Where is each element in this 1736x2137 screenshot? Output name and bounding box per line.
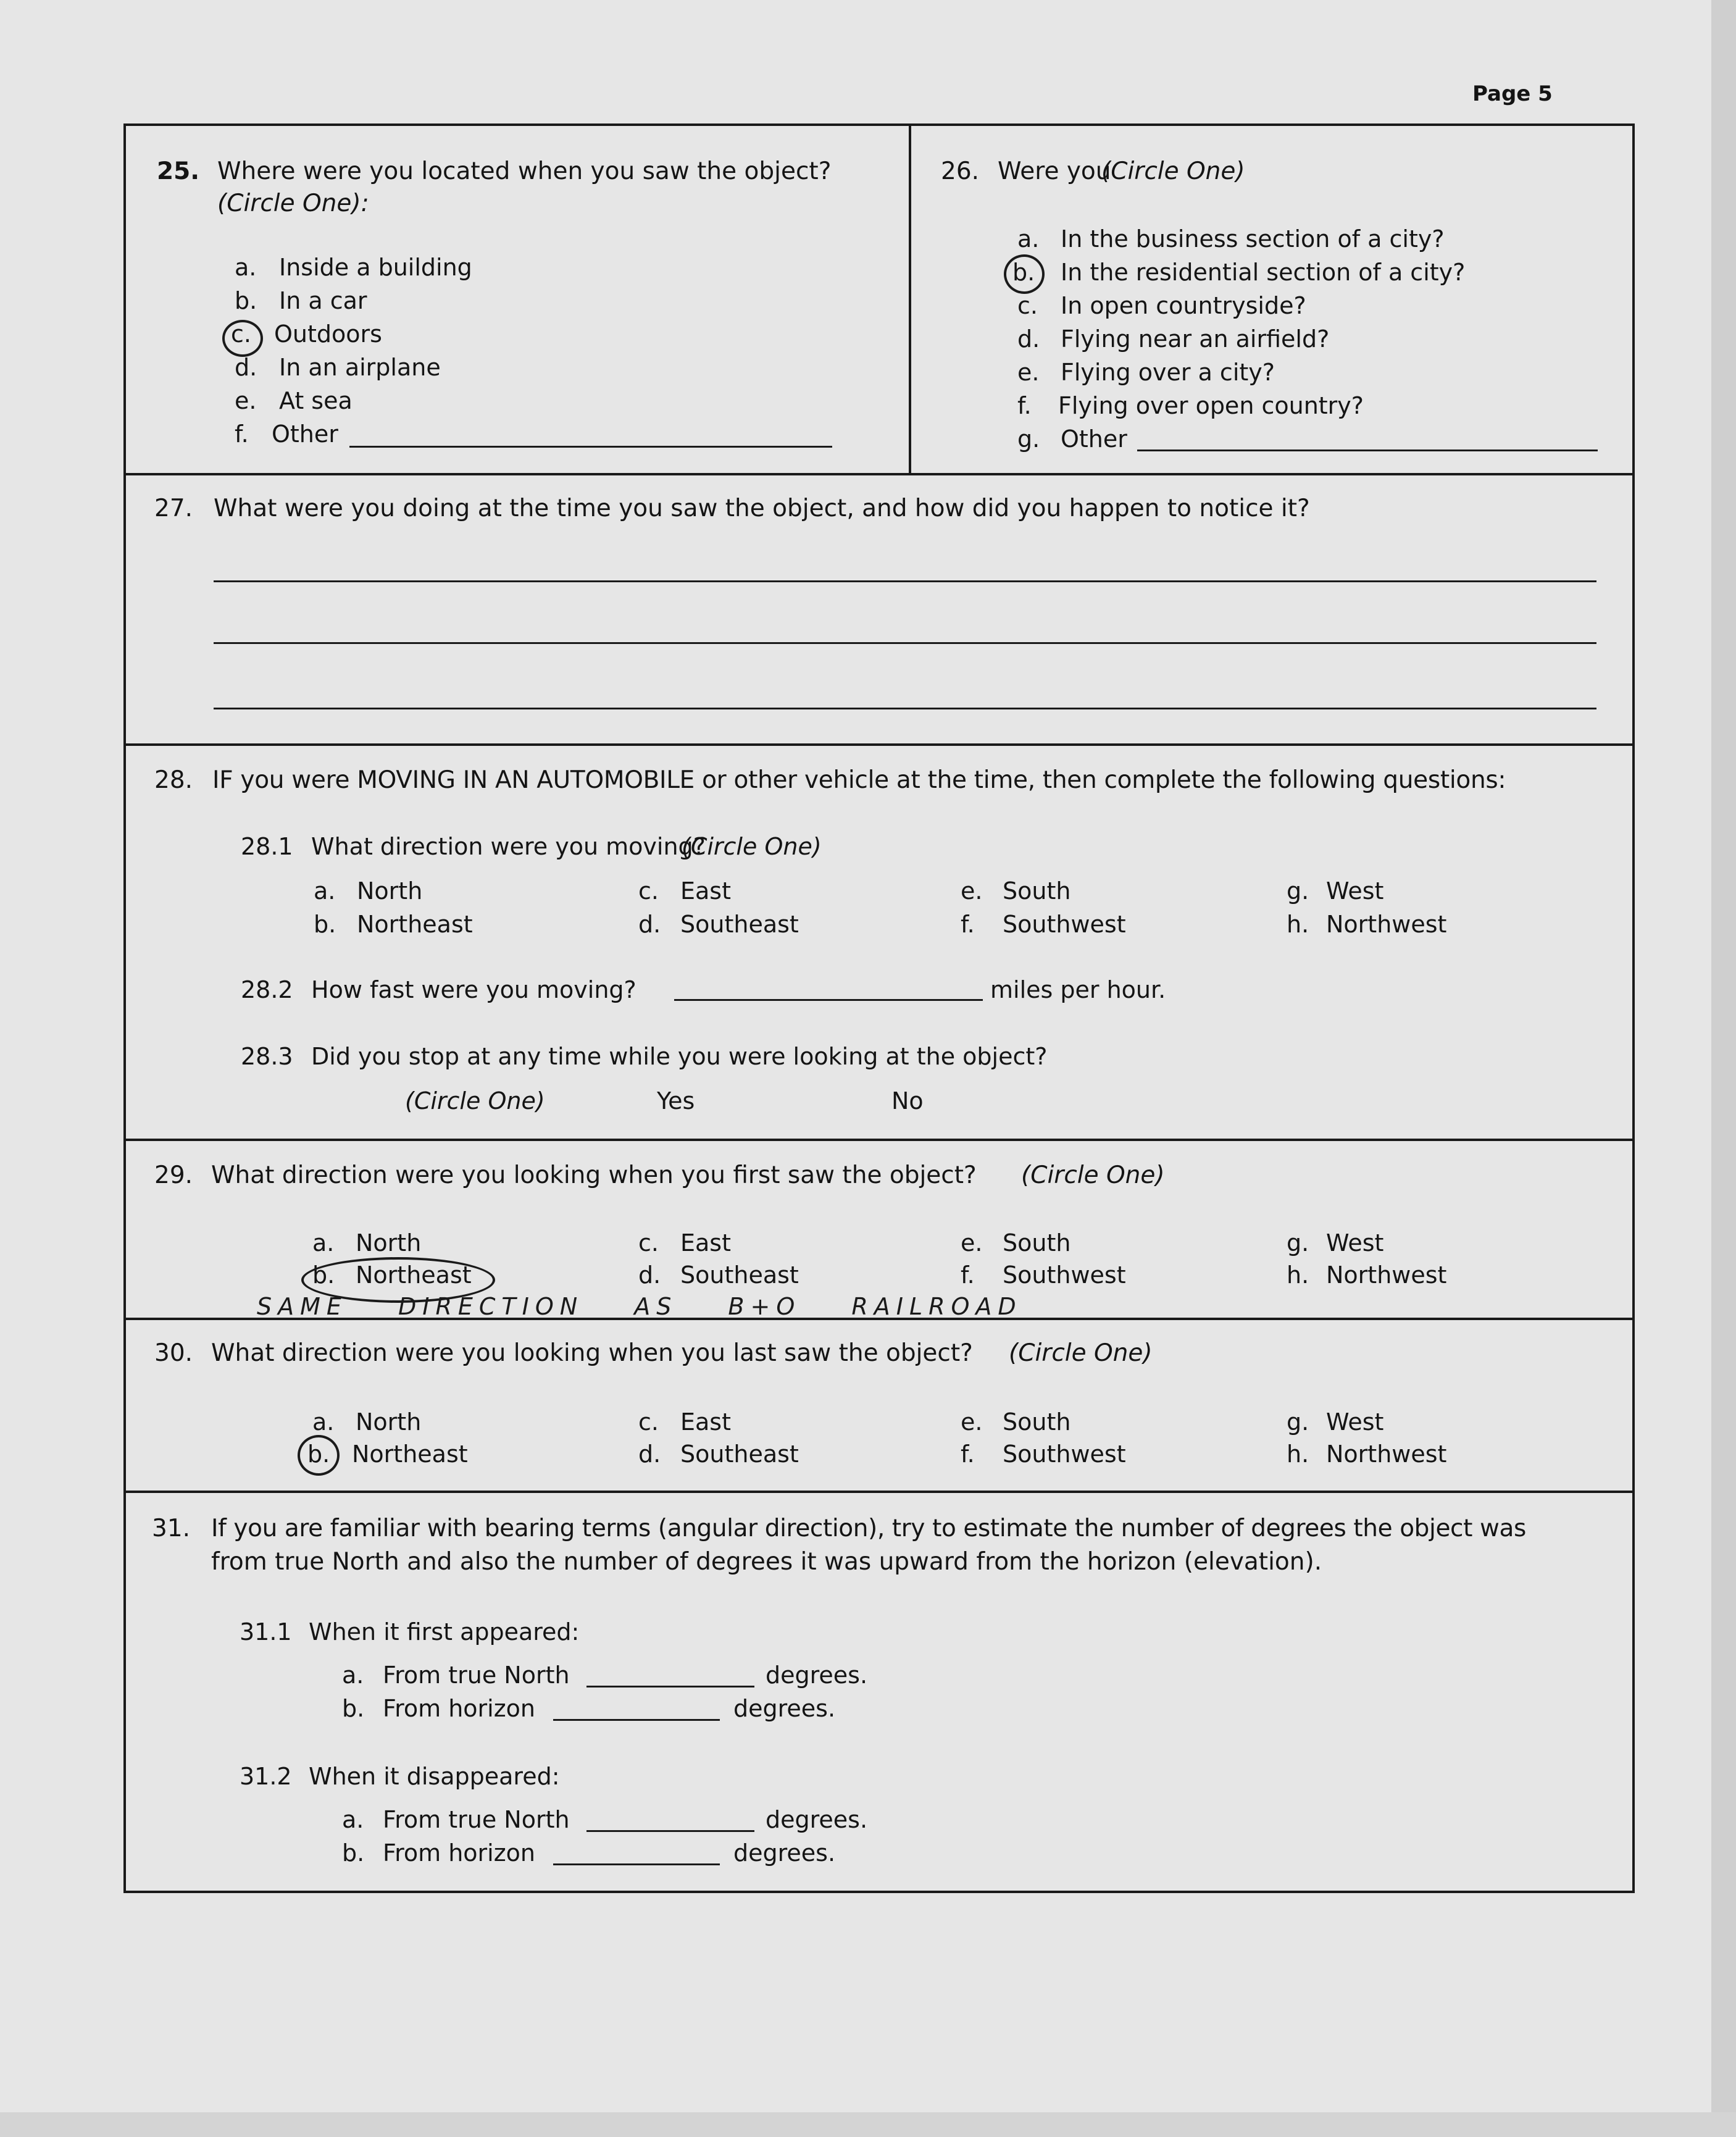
q31-2-b-text: From horizon (383, 1839, 536, 1867)
q28-1-instruction: (Circle One) (682, 833, 822, 860)
q25-option-a[interactable]: Inside a building (279, 254, 472, 281)
q25-other-field[interactable] (349, 446, 832, 448)
q26-option-b[interactable]: In the residential section of a city? (1061, 259, 1466, 286)
q31-number: 31. (152, 1515, 191, 1542)
q30-question: What direction were you looking when you last saw the object? (211, 1339, 973, 1367)
q26-option-c[interactable]: In open countryside? (1061, 292, 1306, 319)
q30-number: 30. (154, 1339, 193, 1367)
q28-1-option-f[interactable]: Southwest (1003, 911, 1126, 938)
q31-1-number: 31.1 (240, 1618, 292, 1646)
q28-1-option-letter[interactable]: c. (638, 877, 659, 905)
q28-1-option-a[interactable]: North (357, 877, 423, 905)
q25-option-letter[interactable]: e. (235, 387, 257, 414)
q31-2-b-letter: b. (342, 1839, 365, 1867)
q29-option-f[interactable]: Southwest (1003, 1261, 1126, 1289)
q26-option-letter[interactable]: g. (1017, 425, 1040, 453)
q25-option-e[interactable]: At sea (279, 387, 353, 414)
q30-option-d[interactable]: Southeast (680, 1441, 799, 1468)
q31-1-a-letter: a. (342, 1662, 364, 1689)
q26-option-letter[interactable]: b. (1012, 259, 1035, 286)
q31-1-b-unit: degrees. (733, 1695, 836, 1722)
q30-option-letter[interactable]: h. (1287, 1441, 1309, 1468)
q28-3-number: 28.3 (241, 1043, 293, 1070)
q29-option-e[interactable]: South (1003, 1229, 1071, 1257)
page-number: Page 5 (1472, 82, 1553, 106)
q29-option-h[interactable]: Northwest (1326, 1261, 1447, 1289)
divider-after-q28 (126, 1139, 1632, 1141)
q29-option-letter[interactable]: c. (638, 1229, 659, 1257)
q29-option-d[interactable]: Southeast (680, 1261, 799, 1289)
q29-option-c[interactable]: East (680, 1229, 731, 1257)
q30-option-g[interactable]: West (1326, 1408, 1384, 1436)
q31-1-b-text: From horizon (383, 1695, 536, 1722)
q26-option-letter[interactable]: f. (1017, 392, 1032, 419)
q27-answer-line-3[interactable] (214, 708, 1596, 709)
q26-option-d[interactable]: Flying near an airfield? (1061, 325, 1330, 353)
divider-after-q30 (126, 1491, 1632, 1493)
page-edge-shadow (1711, 0, 1736, 2137)
q26-instruction: (Circle One) (1101, 157, 1245, 185)
q28-1-option-letter[interactable]: b. (314, 911, 336, 938)
q30-option-letter[interactable]: e. (961, 1408, 983, 1436)
q28-2-question: How fast were you moving? (311, 976, 636, 1003)
q30-option-letter[interactable]: f. (961, 1441, 975, 1468)
q31-2-label: When it disappeared: (309, 1763, 560, 1790)
q26-option-a[interactable]: In the business section of a city? (1061, 225, 1445, 253)
q29-option-letter[interactable]: b. (312, 1261, 335, 1289)
q28-2-unit: miles per hour. (990, 976, 1166, 1003)
q29-option-letter[interactable]: f. (961, 1261, 975, 1289)
q31-1-a-text: From true North (383, 1662, 570, 1689)
q31-question-line-2: from true North and also the number of degrees it was upward from the horizon (elevation). (211, 1548, 1322, 1576)
q30-option-letter[interactable]: c. (638, 1408, 659, 1436)
q31-1-label: When it first appeared: (309, 1618, 580, 1646)
q30-option-a[interactable]: North (356, 1408, 422, 1436)
q25-option-letter[interactable]: c. (231, 320, 251, 348)
q25-option-d[interactable]: In an airplane (279, 354, 441, 381)
q30-option-letter[interactable]: a. (312, 1408, 335, 1436)
q28-1-option-h[interactable]: Northwest (1326, 911, 1447, 938)
q31-1-horizon-field[interactable] (553, 1719, 720, 1721)
q26-option-letter[interactable]: d. (1017, 325, 1040, 353)
q29-option-letter[interactable]: a. (312, 1229, 335, 1257)
q30-option-e[interactable]: South (1003, 1408, 1071, 1436)
q25-option-letter[interactable]: a. (235, 254, 257, 281)
q31-1-a-unit: degrees. (766, 1662, 868, 1689)
q30-option-h[interactable]: Northwest (1326, 1441, 1447, 1468)
questionnaire-form (123, 123, 1635, 1893)
q28-1-number: 28.1 (241, 833, 293, 860)
q25-option-letter[interactable]: b. (235, 287, 257, 314)
q25-option-f[interactable]: Other (272, 420, 338, 448)
q28-2-number: 28.2 (241, 976, 293, 1003)
q28-2-speed-field[interactable] (674, 999, 983, 1001)
q28-3-no-option[interactable]: No (891, 1087, 924, 1115)
q31-2-true-north-field[interactable] (586, 1830, 754, 1832)
q25-q26-divider (909, 126, 911, 475)
q28-1-option-letter[interactable]: g. (1287, 877, 1309, 905)
q29-option-letter[interactable]: h. (1287, 1261, 1309, 1289)
q31-1-b-letter: b. (342, 1695, 365, 1722)
q28-3-question: Did you stop at any time while you were looking at the object? (311, 1043, 1048, 1070)
page-bottom-shadow (0, 2112, 1736, 2137)
q28-1-option-g[interactable]: West (1326, 877, 1384, 905)
q30-option-letter[interactable]: g. (1287, 1408, 1309, 1436)
q27-question: What were you doing at the time you saw the object, and how did you happen to notice it? (214, 495, 1310, 522)
q31-1-true-north-field[interactable] (586, 1686, 754, 1687)
q25-option-letter[interactable]: d. (235, 354, 257, 381)
q31-2-horizon-field[interactable] (553, 1863, 720, 1865)
q25-number: 25. (157, 157, 200, 185)
q30-option-letter[interactable]: d. (638, 1441, 661, 1468)
q26-option-g[interactable]: Other (1061, 425, 1127, 453)
q29-question: What direction were you looking when you first saw the object? (211, 1161, 977, 1189)
q29-option-a[interactable]: North (356, 1229, 422, 1257)
q28-number: 28. (154, 766, 193, 794)
q26-number: 26. (941, 157, 980, 185)
q26-other-field[interactable] (1137, 450, 1598, 451)
q28-1-question: What direction were you moving? (311, 833, 706, 860)
q28-3-yes-option[interactable]: Yes (657, 1087, 695, 1115)
q28-3-instruction: (Circle One) (405, 1087, 545, 1115)
q31-question-line-1: If you are familiar with bearing terms (angular direction), try to estimate the number of degrees the object was (211, 1515, 1526, 1542)
q30-option-c[interactable]: East (680, 1408, 731, 1436)
q29-option-b[interactable]: Northeast (356, 1261, 472, 1289)
divider-after-q27 (126, 743, 1632, 746)
q28-1-option-letter[interactable]: d. (638, 911, 661, 938)
q28-1-option-b[interactable]: Northeast (357, 911, 473, 938)
q30-option-letter[interactable]: b. (307, 1441, 330, 1468)
q31-2-b-unit: degrees. (733, 1839, 836, 1867)
q31-2-a-unit: degrees. (766, 1806, 868, 1833)
q30-option-f[interactable]: Southwest (1003, 1441, 1126, 1468)
q26-option-letter[interactable]: e. (1017, 359, 1040, 386)
q29-handwritten-note: SAME DIRECTION AS B+O RAILROAD (257, 1293, 1022, 1320)
q25-instruction: (Circle One): (217, 190, 369, 217)
q31-2-number: 31.2 (240, 1763, 292, 1790)
q30-option-b[interactable]: Northeast (352, 1441, 468, 1468)
q25-option-letter[interactable]: f. (235, 420, 249, 448)
q26-option-letter[interactable]: a. (1017, 225, 1040, 253)
q26-option-e[interactable]: Flying over a city? (1061, 359, 1275, 386)
q27-answer-line-2[interactable] (214, 642, 1596, 644)
q25-option-c[interactable]: Outdoors (274, 320, 382, 348)
q28-question: IF you were MOVING IN AN AUTOMOBILE or other vehicle at the time, then complete the following questions: (212, 766, 1506, 794)
q29-instruction: (Circle One) (1021, 1161, 1165, 1189)
divider-after-q25 (126, 473, 1632, 475)
q26-option-f[interactable]: Flying over open country? (1058, 392, 1364, 419)
q29-option-letter[interactable]: d. (638, 1261, 661, 1289)
q27-answer-line-1[interactable] (214, 580, 1596, 582)
q29-option-letter[interactable]: e. (961, 1229, 983, 1257)
q27-number: 27. (154, 495, 193, 522)
q31-2-a-letter: a. (342, 1806, 364, 1833)
q26-option-letter[interactable]: c. (1017, 292, 1038, 319)
q28-1-option-d[interactable]: Southeast (680, 911, 799, 938)
q26-question: Were you (998, 157, 1111, 185)
q30-instruction: (Circle One) (1009, 1339, 1153, 1367)
q28-1-option-letter[interactable]: f. (961, 911, 975, 938)
q29-option-letter[interactable]: g. (1287, 1229, 1309, 1257)
q28-1-option-letter[interactable]: h. (1287, 911, 1309, 938)
q29-option-g[interactable]: West (1326, 1229, 1384, 1257)
q28-1-option-letter[interactable]: a. (314, 877, 336, 905)
q25-question: Where were you located when you saw the object? (217, 157, 832, 185)
q28-1-option-c[interactable]: East (680, 877, 731, 905)
q31-2-a-text: From true North (383, 1806, 570, 1833)
q25-option-b[interactable]: In a car (279, 287, 367, 314)
q28-1-option-e[interactable]: South (1003, 877, 1071, 905)
q28-1-option-letter[interactable]: e. (961, 877, 983, 905)
q29-number: 29. (154, 1161, 193, 1189)
